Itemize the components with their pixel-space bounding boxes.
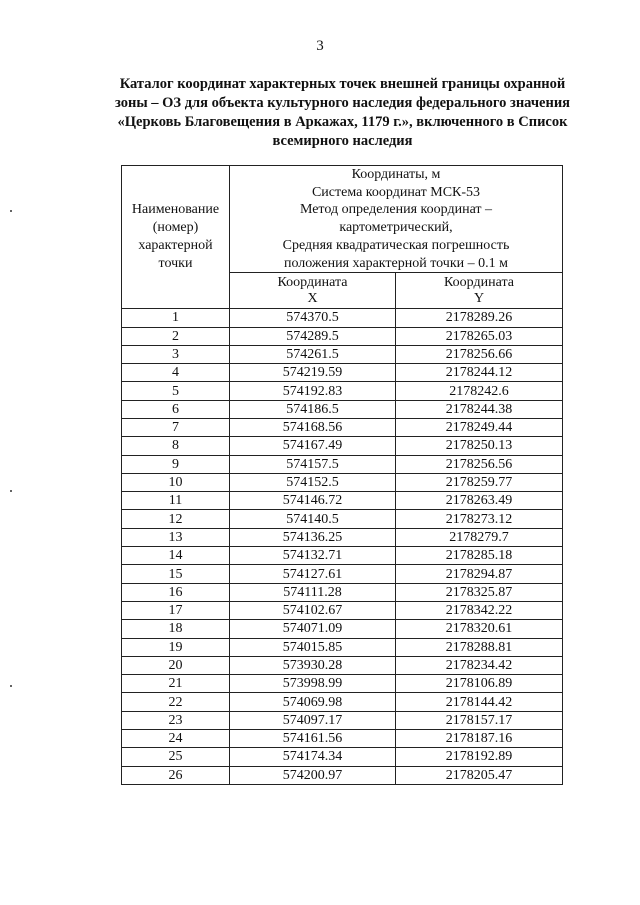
coordinate-x-cell: 574192.83 (230, 382, 396, 400)
header-line: Система координат МСК-53 (311, 184, 481, 200)
coordinate-y-cell: 2178244.12 (396, 364, 563, 382)
table-row (122, 730, 563, 748)
table-row (122, 327, 563, 345)
coordinate-x-cell: 574071.09 (230, 620, 396, 638)
coordinate-x-cell: 573998.99 (230, 675, 396, 693)
point-number-cell: 7 (122, 419, 230, 437)
header-line: Метод определения координат – (299, 202, 493, 218)
coordinates-header (230, 166, 563, 273)
scan-speck (10, 685, 12, 687)
coordinate-y-cell: 2178256.56 (396, 455, 563, 473)
coordinate-y-cell: 2178285.18 (396, 547, 563, 565)
table-row (122, 620, 563, 638)
header-line: X (307, 290, 318, 306)
document-title (95, 75, 590, 151)
coordinate-x-cell: 574161.56 (230, 730, 396, 748)
coordinate-x-cell: 574097.17 (230, 711, 396, 729)
table-row (122, 638, 563, 656)
point-number-cell: 15 (122, 565, 230, 583)
coordinate-y-cell: 2178263.49 (396, 492, 563, 510)
coordinate-x-cell: 574219.59 (230, 364, 396, 382)
coordinate-y-cell: 2178250.13 (396, 437, 563, 455)
point-number-cell: 25 (122, 748, 230, 766)
title-line: зоны – ОЗ для объекта культурного наследия федерального значения (114, 95, 571, 111)
coordinates-table (121, 165, 563, 785)
header-line: Наименование (131, 202, 220, 218)
point-number-cell: 8 (122, 437, 230, 455)
coordinate-y-cell: 2178192.89 (396, 748, 563, 766)
table-row (122, 675, 563, 693)
scan-speck (10, 210, 12, 212)
table-row (122, 345, 563, 363)
table-row (122, 455, 563, 473)
coordinate-x-cell: 574069.98 (230, 693, 396, 711)
coordinate-x-cell: 574289.5 (230, 327, 396, 345)
coordinate-x-cell: 574140.5 (230, 510, 396, 528)
point-number-cell: 13 (122, 528, 230, 546)
table-row (122, 583, 563, 601)
table-body (122, 309, 563, 785)
table-row (122, 547, 563, 565)
table-row (122, 601, 563, 619)
coordinate-y-cell: 2178294.87 (396, 565, 563, 583)
point-number-cell: 26 (122, 766, 230, 784)
point-number-cell: 18 (122, 620, 230, 638)
coordinate-y-header (396, 273, 563, 309)
coordinate-y-cell: 2178265.03 (396, 327, 563, 345)
coordinate-y-cell: 2178256.66 (396, 345, 563, 363)
coordinate-y-cell: 2178244.38 (396, 400, 563, 418)
coordinate-x-cell: 574370.5 (230, 309, 396, 327)
coordinate-x-cell: 574127.61 (230, 565, 396, 583)
point-number-cell: 6 (122, 400, 230, 418)
point-number-cell: 22 (122, 693, 230, 711)
coordinate-y-cell: 2178320.61 (396, 620, 563, 638)
coordinate-y-cell: 2178249.44 (396, 419, 563, 437)
coordinate-x-cell: 574261.5 (230, 345, 396, 363)
coordinate-y-cell: 2178187.16 (396, 730, 563, 748)
coordinate-y-cell: 2178242.6 (396, 382, 563, 400)
table-row (122, 400, 563, 418)
table-row (122, 711, 563, 729)
table-row (122, 364, 563, 382)
table-row (122, 528, 563, 546)
coordinate-x-cell: 574167.49 (230, 437, 396, 455)
coordinate-y-cell: 2178288.81 (396, 638, 563, 656)
coordinate-x-cell: 574132.71 (230, 547, 396, 565)
header-line: Средняя квадратическая погрешность (282, 237, 510, 253)
coordinate-y-cell: 2178342.22 (396, 601, 563, 619)
coordinate-x-cell: 574186.5 (230, 400, 396, 418)
title-line: Каталог координат характерных точек внешней границы охранной (119, 76, 566, 92)
header-line: Координата (444, 274, 514, 290)
point-name-header (122, 166, 230, 309)
table-row (122, 473, 563, 491)
coordinate-x-cell: 574168.56 (230, 419, 396, 437)
coordinate-y-cell: 2178106.89 (396, 675, 563, 693)
title-line: «Церковь Благовещения в Аркажах, 1179 г.», включенного в Список (117, 114, 568, 130)
coordinate-y-cell: 2178289.26 (396, 309, 563, 327)
point-number-cell: 21 (122, 675, 230, 693)
point-number-cell: 1 (122, 309, 230, 327)
header-line: характерной (138, 238, 213, 254)
header-line: картометрический, (339, 220, 453, 236)
point-number-cell: 9 (122, 455, 230, 473)
point-number-cell: 4 (122, 364, 230, 382)
table-row (122, 510, 563, 528)
coordinate-y-cell: 2178259.77 (396, 473, 563, 491)
point-number-cell: 20 (122, 656, 230, 674)
coordinate-x-cell: 574111.28 (230, 583, 396, 601)
table-row (122, 766, 563, 784)
table-row (122, 419, 563, 437)
point-number-cell: 14 (122, 547, 230, 565)
point-number-cell: 10 (122, 473, 230, 491)
point-number-cell: 11 (122, 492, 230, 510)
coordinate-x-cell: 574157.5 (230, 455, 396, 473)
table-row (122, 382, 563, 400)
point-number-cell: 23 (122, 711, 230, 729)
header-line: (номер) (152, 220, 199, 236)
table-row (122, 492, 563, 510)
coordinate-x-cell: 574102.67 (230, 601, 396, 619)
title-line: всемирного наследия (272, 133, 413, 149)
header-line: положения характерной точки – 0.1 м (283, 255, 508, 271)
coordinate-x-cell: 574146.72 (230, 492, 396, 510)
coordinate-y-cell: 2178234.42 (396, 656, 563, 674)
header-line: Координаты, м (351, 167, 441, 182)
table-row (122, 656, 563, 674)
header-line: точки (158, 256, 193, 272)
point-number-cell: 5 (122, 382, 230, 400)
table-row (122, 748, 563, 766)
header-line: Y (473, 290, 485, 306)
point-number-cell: 16 (122, 583, 230, 601)
coordinate-x-cell: 574136.25 (230, 528, 396, 546)
table-row (122, 693, 563, 711)
scan-speck (10, 490, 12, 492)
coordinate-y-cell: 2178144.42 (396, 693, 563, 711)
coordinate-y-cell: 2178205.47 (396, 766, 563, 784)
coordinate-x-cell: 574174.34 (230, 748, 396, 766)
coordinate-x-header (230, 273, 396, 309)
coordinate-x-cell: 574152.5 (230, 473, 396, 491)
table-row (122, 565, 563, 583)
point-number-cell: 3 (122, 345, 230, 363)
coordinate-x-cell: 574200.97 (230, 766, 396, 784)
point-number-cell: 24 (122, 730, 230, 748)
table-row (122, 309, 563, 327)
coordinate-y-cell: 2178325.87 (396, 583, 563, 601)
page-number: 3 (316, 38, 324, 54)
point-number-cell: 12 (122, 510, 230, 528)
coordinate-x-cell: 573930.28 (230, 656, 396, 674)
point-number-cell: 2 (122, 327, 230, 345)
coordinate-y-cell: 2178279.7 (396, 528, 563, 546)
point-number-cell: 19 (122, 638, 230, 656)
coordinate-y-cell: 2178273.12 (396, 510, 563, 528)
coordinate-y-cell: 2178157.17 (396, 711, 563, 729)
table-row (122, 437, 563, 455)
coordinate-x-cell: 574015.85 (230, 638, 396, 656)
point-number-cell: 17 (122, 601, 230, 619)
header-line: Координата (277, 274, 348, 290)
